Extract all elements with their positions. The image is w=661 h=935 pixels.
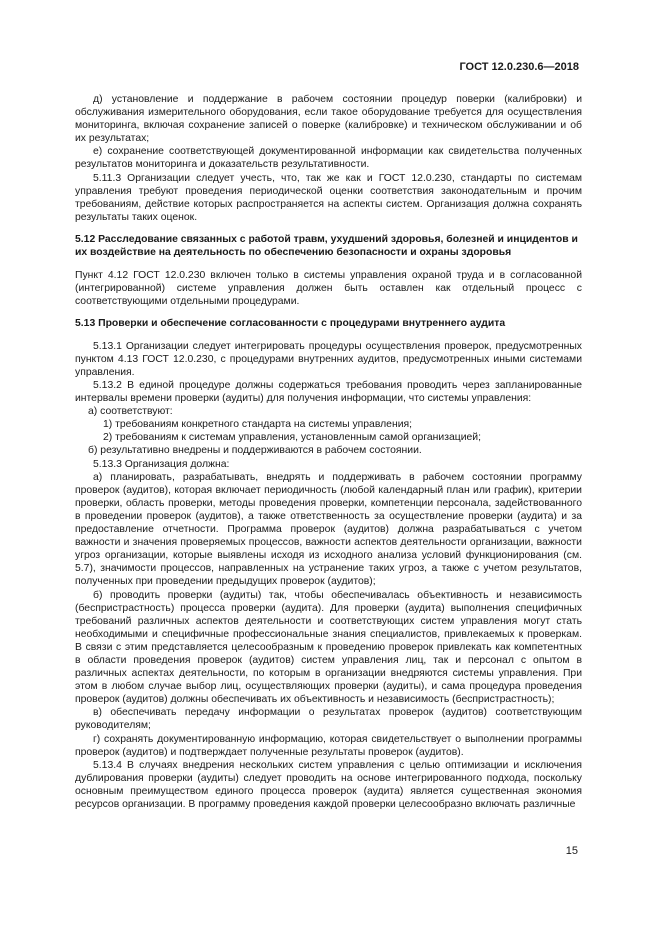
paragraph: 5.11.3 Организации следует учесть, что, так же как и ГОСТ 12.0.230, стандарты по системам управления требуют проведения периодической оценки соответствия законодательным и прочим требованиям, действие которых распространяется на аспекты систем. Организация должна сохранять результаты таких оценок.	[75, 172, 582, 223]
paragraph: б) проводить проверки (аудиты) так, чтобы обеспечивалась объективность и независимость (беспристрастность) процесса проверки (аудита). Для проверки (аудита) выполнения специфичных требований различных аспектов деятельности и соответствующих систем управления могут стать необходимыми и специфичные профессиональные знания специалистов, привлекаемых к проверкам. В связи с этим представляется целесообразным к проведению проверок привлекать как компетентных в области проведения проверок (аудитов) систем управления лиц, так и персонал с опытом в различных аспектах деятельности, по которым в организации внедряются системы управления. При этом в любом случае выбор лиц, осуществляющих проверки (аудиты), и сама процедура проведения проверок (аудитов) должны обеспечивать их объективность и независимость (беспристрастность);	[75, 589, 582, 706]
paragraph: 5.13.4 В случаях внедрения нескольких систем управления с целью оптимизации и исключения дублирования проверки (аудиты) следует проводить на основе интегрированного подхода, поскольку основным преимуществом единого процесса проверок (аудита) является существенная экономия ресурсов организации. В программу проведения каждой проверки целесообразно включать различные	[75, 759, 582, 810]
paragraph: 5.13.2 В единой процедуре должны содержаться требования проводить через запланированные интервалы времени проверки (аудиты) для получения информации, что системы управления:	[75, 380, 582, 405]
paragraph: 1) требованиям конкретного стандарта на системы управления;	[103, 419, 413, 431]
paragraph: Пункт 4.12 ГОСТ 12.0.230 включен только в системы управления охраной труда и в согласованной (интегрированной) системе управления должен быть оставлен как отдельный процесс с соответствующими отдельными процедурами.	[75, 269, 582, 308]
paragraph: г) сохранять документированную информацию, которая свидетельствует о выполнении программы проверок (аудитов) и подтверждает полученные результаты проверок (аудитов).	[75, 733, 582, 758]
paragraph: 5.13.1 Организации следует интегрировать процедуры осуществления проверок, предусмотренных пунктом 4.13 ГОСТ 12.0.230, с процедурами внутренних аудитов, предусмотренных иными системами управления.	[75, 340, 582, 378]
paragraph: а) соответствуют:	[88, 406, 173, 418]
page-number: 15	[565, 845, 578, 857]
paragraph: в) обеспечивать передачу информации о результатах проверок (аудитов) соответствующим руководителям;	[75, 707, 582, 732]
section-heading: 5.13 Проверки и обеспечение согласованности с процедурами внутреннего аудита	[75, 318, 506, 330]
paragraph: 2) требованиям к системам управления, установленным самой организацией;	[103, 432, 481, 444]
paragraph: б) результативно внедрены и поддерживаются в рабочем состоянии.	[88, 445, 422, 457]
paragraph: а) планировать, разрабатывать, внедрять и поддерживать в рабочем состоянии программу проверок (аудитов), которая включает периодичность (любой календарный план или график), критерии проверки, область проверки, методы проведения проверки, компетенции персонала, задействованного в проведении проверок (аудитов), а также ответственность за осуществление проверки (аудита) и за предоставление отчетности. Программа проверок (аудитов) должна разрабатываться с учетом важности и значения проверяемых процессов, важности аспектов деятельности организации, важности угроз организации, которые выявлены исходя из исходного анализа условий функционирования (см. 5.7), значимости процессов, направленных на устранение таких угроз, а также с учетом результатов, полученных при проведении предыдущих проверок (аудитов);	[75, 471, 582, 588]
document-body	[75, 93, 582, 811]
section-heading: 5.12 Расследование связанных с работой травм, ухудшений здоровья, болезней и инцидентов и их воздействие на деятельность по обеспечению безопасности и охраны здоровья	[75, 233, 578, 259]
document-header: ГОСТ 12.0.230.6—2018	[459, 61, 579, 73]
paragraph: д) установление и поддержание в рабочем состоянии процедур поверки (калибровки) и обслуживания измерительного оборудования, если такое оборудование требуется для осуществления мониторинга, включая сохранение записей о поверке (калибровке) и техническом обслуживании и об их результатах;	[75, 94, 582, 145]
paragraph: е) сохранение соответствующей документированной информации как свидетельства полученных результатов мониторинга и доказательств результативности.	[75, 146, 582, 171]
paragraph: 5.13.3 Организация должна:	[93, 458, 230, 470]
